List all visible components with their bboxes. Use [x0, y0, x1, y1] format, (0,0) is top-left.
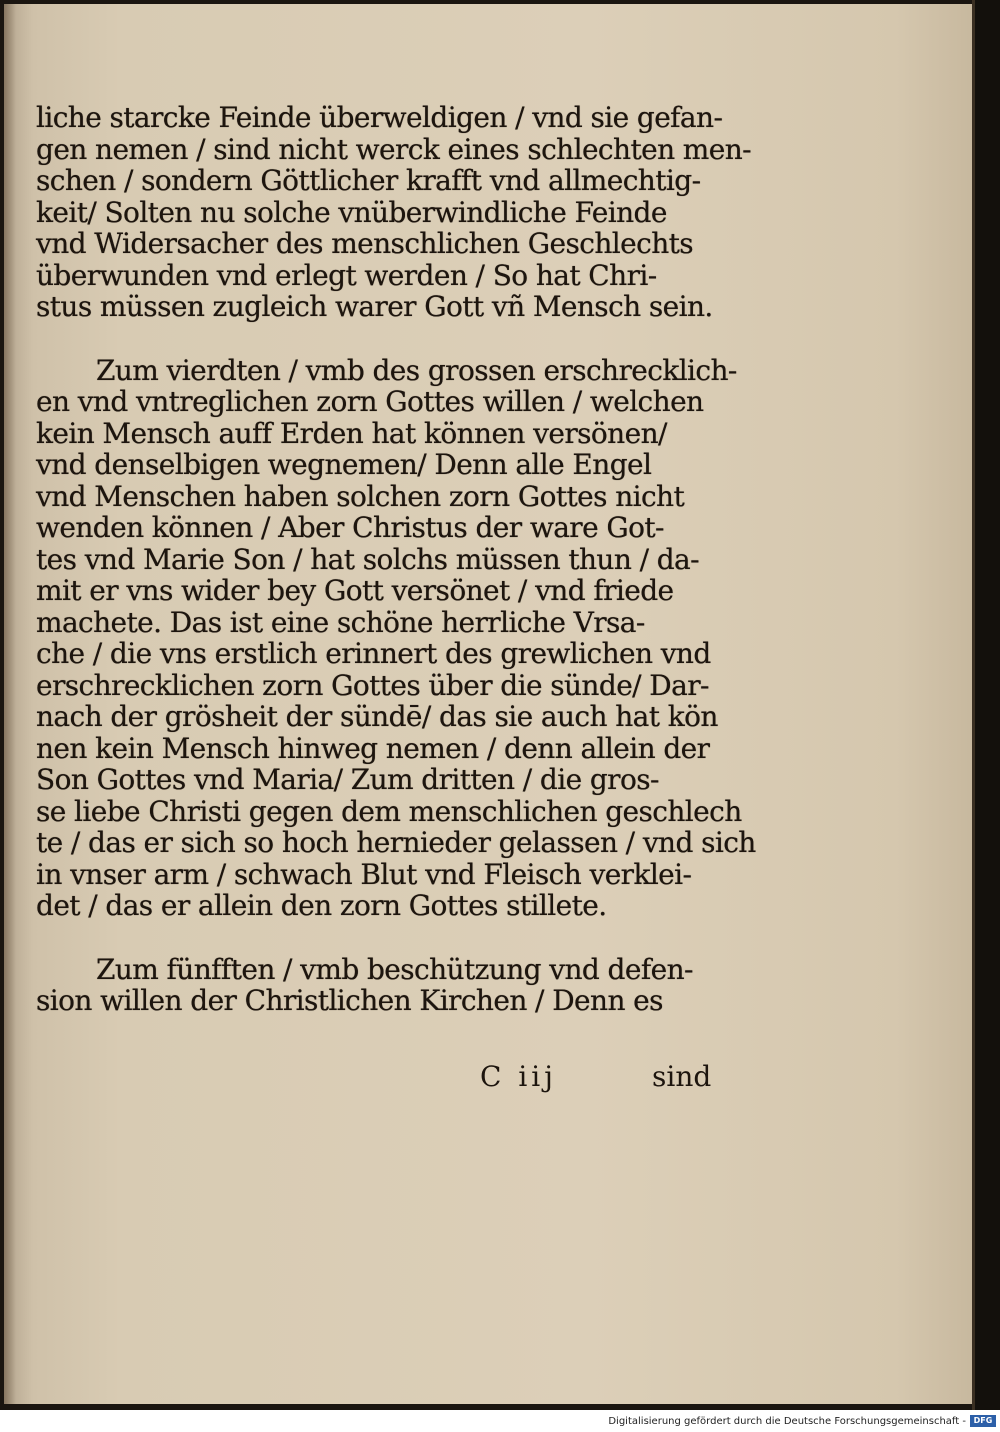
text-line: Zum vierdten / vmb des grossen erschrecklich-	[96, 353, 737, 387]
text-line: nach der grösheit der sündē/ das sie auch hat kön	[36, 700, 718, 733]
text-line: liche starcke Feinde überweldigen / vnd sie gefan-	[36, 101, 723, 134]
text-line: kein Mensch auff Erden hat können versönen/	[36, 416, 667, 450]
text-line: det / das er allein den zorn Gottes stillete.	[36, 889, 607, 922]
paragraph-1	[36, 101, 752, 323]
text-line: gen nemen / sind nicht werck eines schlechten men-	[36, 132, 752, 166]
text-line: te / das er sich so hoch hernieder gelassen / vnd sich	[36, 826, 756, 859]
catchword: sind	[652, 1060, 712, 1093]
signature-mark: C iij	[480, 1060, 557, 1093]
paragraph-gap	[36, 323, 726, 355]
text-line: che / die vns erstlich erinnert des grewlichen vnd	[36, 637, 711, 670]
paragraph-3	[36, 954, 726, 1017]
text-line: sion willen der Christlichen Kirchen / Denn es	[36, 984, 663, 1017]
text-line: wenden können / Aber Christus der ware Got-	[36, 511, 664, 544]
text-line: vnd Menschen haben solchen zorn Gottes nicht	[36, 479, 685, 513]
footer-credit: Digitalisierung gefördert durch die Deutsche Forschungsgemeinschaft -	[608, 1416, 966, 1427]
text-line: nen kein Mensch hinweg nemen / denn allein der	[36, 731, 710, 765]
text-line: vnd denselbigen wegnemen/ Denn alle Engel	[36, 448, 652, 481]
paragraph-2	[36, 353, 756, 922]
text-line: Zum fünfften / vmb beschützung vnd defen-	[96, 952, 693, 986]
digitization-footer	[0, 1410, 1000, 1432]
page-signature-line	[36, 1060, 726, 1092]
scan-edge	[972, 0, 1000, 1410]
text-line: tes vnd Marie Son / hat solchs müssen thun / da-	[36, 542, 699, 576]
text-line: vnd Widersacher des menschlichen Geschlechts	[36, 227, 694, 260]
text-line: erschrecklichen zorn Gottes über die sünde/ Dar-	[36, 668, 709, 702]
text-line: stus müssen zugleich warer Gott vñ Mensch sein.	[36, 290, 713, 323]
page-text	[36, 101, 756, 1017]
text-line: Son Gottes vnd Maria/ Zum dritten / die gros-	[36, 763, 659, 796]
text-line: in vnser arm / schwach Blut vnd Fleisch verklei-	[36, 857, 692, 891]
text-line: machete. Das ist eine schöne herrliche Vrsa-	[36, 605, 645, 639]
text-line: schen / sondern Göttlicher krafft vnd allmechtig-	[36, 164, 701, 197]
text-line: en vnd vntreglichen zorn Gottes willen / welchen	[36, 385, 704, 418]
paragraph-gap	[36, 922, 726, 954]
dfg-logo: DFG	[970, 1415, 996, 1427]
text-line: keit/ Solten nu solche vnüberwindliche Feinde	[36, 195, 667, 229]
text-line: se liebe Christi gegen dem menschlichen geschlech	[36, 794, 742, 828]
text-line: mit er vns wider bey Gott versönet / vnd friede	[36, 574, 674, 607]
text-line: überwunden vnd erlegt werden / So hat Chri-	[36, 258, 657, 292]
